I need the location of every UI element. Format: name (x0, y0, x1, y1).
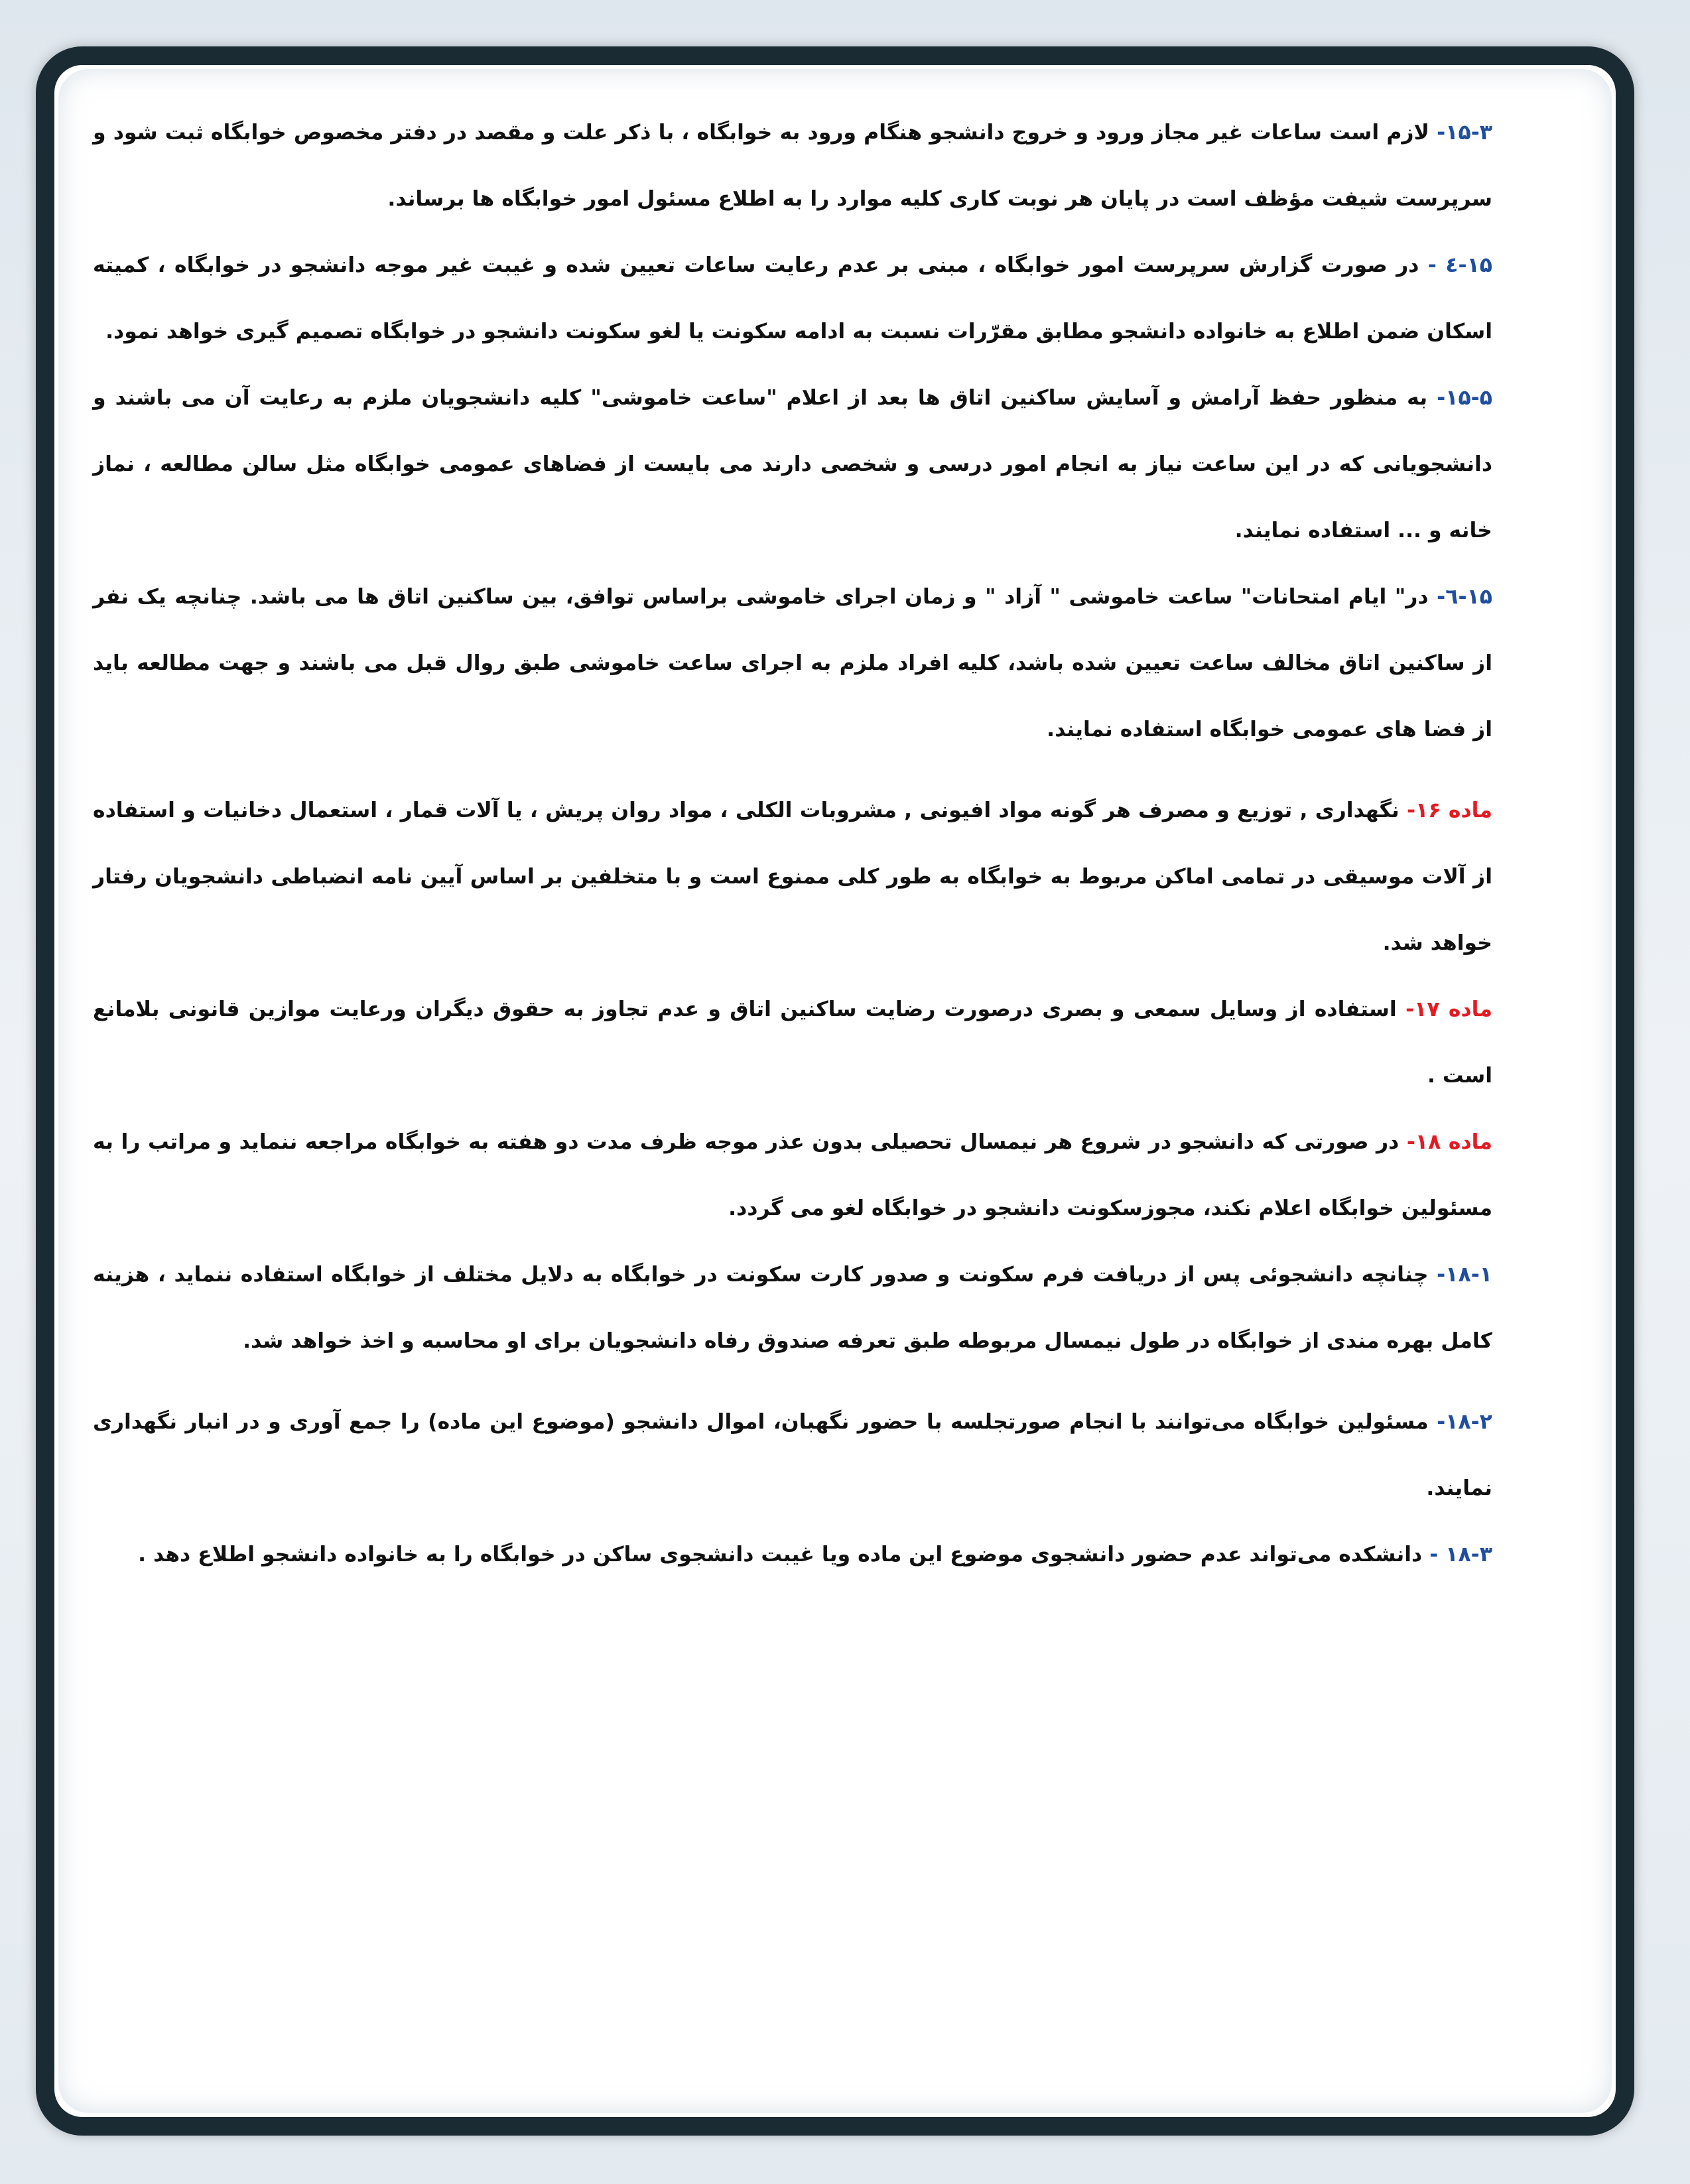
clause-18-2 (93, 1389, 1492, 1521)
article-text: استفاده از وسایل سمعی و بصری درصورت رضایت ساکنین اتاق و عدم تجاوز به حقوق دیگران ورعایت موازین قانونی بلامانع است . (93, 997, 1492, 1088)
clause-text: دانشکده می‌تواند عدم حضور دانشجوی موضوع این ماده ویا غیبت دانشجوی ساکن در خوابگاه را به خانواده دانشجو اطلاع دهد . (138, 1543, 1423, 1567)
clause-number: ۱۸-۱- (1437, 1263, 1493, 1287)
clause-text: لازم است ساعات غیر مجاز ورود و خروج دانشجو هنگام ورود به خوابگاه ، با ذکر علت و مقصد در دفتر مخصوص خوابگاه ثبت شود و سرپرست شیفت مؤظف است در پایان هر نوبت کاری کلیه موارد را به اطلاع مسئول امور خوابگاه ها برساند. (93, 121, 1492, 211)
regulations-text (93, 99, 1492, 1588)
clause-number: ۱۵-٤ - (1427, 253, 1493, 277)
article-heading: ماده ۱۶- (1407, 799, 1492, 822)
clause-number: ۱۵-۳- (1437, 121, 1493, 145)
article-16 (93, 777, 1492, 976)
clause-text: به منظور حفظ آرامش و آسایش ساکنین اتاق ها بعد از اعلام "ساعت خاموشی" کلیه دانشجویان ملزم به رعایت آن می باشند و دانشجویانی که در این ساعت نیاز به انجام امور درسی و شخصی دارند می بایست از فضاهای عمومی خوابگاه مثل سالن مطالعه ، نماز خانه و ... استفاده نمایند. (93, 386, 1492, 543)
clause-15-5 (93, 365, 1492, 564)
clause-number: ۱۵-٦- (1437, 585, 1492, 609)
article-18 (93, 1109, 1492, 1242)
clause-text: در" ایام امتحانات" ساعت خاموشی " آزاد " و زمان اجرای خاموشی براساس توافق، بین ساکنین اتاق ها می باشد. چنانچه یک نفر از ساکنین اتاق مخالف ساعت تعیین شده باشد، کلیه افراد ملزم به اجرای ساعت خاموشی طبق روال قبل می باشند و جهت مطالعه باید از فضا های عمومی خوابگاه استفاده نمایند. (93, 585, 1492, 741)
article-17 (93, 976, 1492, 1109)
clause-text: در صورت گزارش سرپرست امور خوابگاه ، مبنی بر عدم رعایت ساعات تعیین شده و غیبت غیر موجه دانشجو در خوابگاه ، کمیته اسکان ضمن اطلاع به خانواده دانشجو مطابق مقرّرات نسبت به ادامه سکونت یا لغو سکونت دانشجو در خوابگاه تصمیم گیری خواهد نمود. (93, 253, 1492, 344)
clause-text: چنانچه دانشجوئی پس از دریافت فرم سکونت و صدور کارت سکونت در خوابگاه به دلایل مختلف از خوابگاه استفاده ننماید ، هزینه کامل بهره مندی از خوابگاه در طول نیمسال مربوطه طبق تعرفه صندوق رفاه دانشجویان برای او محاسبه و اخذ خواهد شد. (93, 1263, 1492, 1353)
clause-18-1 (93, 1242, 1492, 1374)
clause-number: ۱۸-۳ - (1429, 1543, 1492, 1567)
article-text: در صورتی که دانشجو در شروع هر نیمسال تحصیلی بدون عذر موجه ظرف مدت دو هفته به خوابگاه مراجعه ننماید و مراتب را به مسئولین خوابگاه اعلام نکند، مجوزسکونت دانشجو در خوابگاه لغو می گردد. (93, 1130, 1492, 1220)
clause-18-3 (93, 1521, 1492, 1588)
clause-number: ۱۸-۲- (1437, 1410, 1492, 1434)
clause-text: مسئولین خوابگاه می‌توانند با انجام صورتجلسه با حضور نگهبان، اموال دانشجو (موضوع این ماده) را جمع آوری و در انبار نگهداری نمایند. (93, 1410, 1492, 1500)
clause-15-6 (93, 564, 1492, 763)
article-text: نگهداری , توزیع و مصرف هر گونه مواد افیونی , مشروبات الکلی ، مواد روان پریش ، یا آلات قمار ، استعمال دخانیات و استفاده از آلات موسیقی در تمامی اماکن مربوط به خوابگاه به طور کلی ممنوع است و با متخلفین بر اساس آیین نامه انضباطی دانشجویان رفتار خواهد شد. (93, 799, 1492, 955)
clause-number: ۱۵-۵- (1437, 386, 1492, 410)
article-heading: ماده ۱۷- (1405, 997, 1493, 1021)
clause-15-3 (93, 99, 1492, 232)
article-heading: ماده ۱۸- (1406, 1130, 1493, 1154)
clause-15-4 (93, 232, 1492, 365)
